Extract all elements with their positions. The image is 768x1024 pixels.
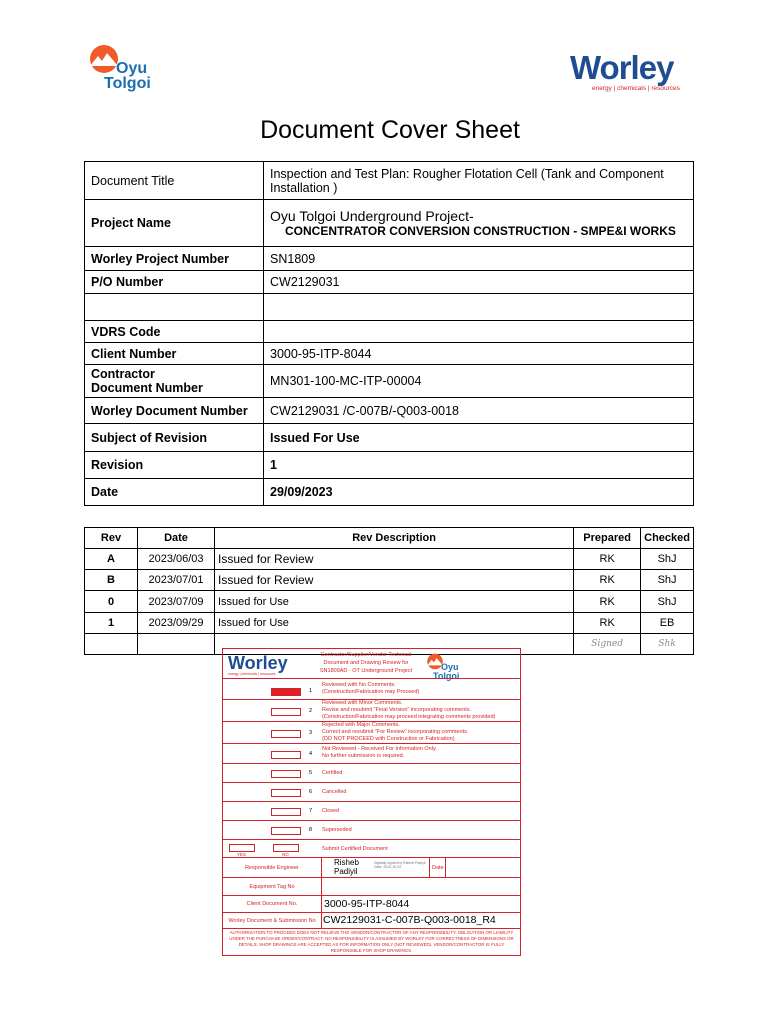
- prepared-signature: Signed: [574, 634, 641, 655]
- prepared-cell: RK: [574, 591, 641, 613]
- date-cell: 2023/09/29: [138, 613, 215, 634]
- checked-signature: Shk: [641, 634, 694, 655]
- document-title-value: Inspection and Test Plan: Rougher Flotation Cell (Tank and Component Installation ): [264, 162, 694, 200]
- worley-project-number-label: Worley Project Number: [85, 247, 264, 271]
- stamp-option-8: [223, 820, 520, 840]
- stamp-worley-text: Worley: [228, 653, 288, 673]
- oyu-logo-line2: Tolgoi: [104, 75, 151, 92]
- option-1-checkbox[interactable]: [271, 688, 301, 696]
- po-number-label: P/O Number: [85, 271, 264, 294]
- option-4-number: 4: [309, 751, 313, 757]
- option-3-line: Correct and resubmit "For Review" incorporating comments.: [322, 729, 469, 735]
- stamp-worley-logo: [228, 654, 288, 676]
- responsible-engineer-name: [334, 858, 359, 876]
- option-2-number: 2: [309, 708, 313, 714]
- prepared-cell: RK: [574, 613, 641, 634]
- rev-cell: A: [85, 549, 138, 570]
- option-8-text: Superseded: [322, 827, 352, 833]
- worley-submission-label: Worley Document & Submission No: [228, 918, 316, 924]
- stamp-option-5: [223, 763, 520, 783]
- date-label: Date: [85, 479, 264, 506]
- option-5-text: Certified: [322, 770, 343, 776]
- stamp-date-label: Date: [432, 865, 444, 871]
- client-number-value: 3000-95-ITP-8044: [264, 343, 694, 365]
- revision-label: Revision: [85, 452, 264, 479]
- option-7-checkbox[interactable]: [271, 808, 301, 816]
- option-8-number: 8: [309, 827, 313, 833]
- digital-signature: Digitally signed by Risheb Padiyil Date: 2023.10.04: [374, 861, 426, 869]
- option-8-checkbox[interactable]: [271, 827, 301, 835]
- review-stamp: [222, 648, 521, 956]
- yes-label: YES: [237, 852, 247, 857]
- table-row: [85, 549, 694, 570]
- worley-logo: [570, 49, 690, 92]
- submit-certified-text: Submit Certified Document: [322, 846, 388, 852]
- stamp-option-1: [223, 678, 520, 700]
- worley-project-number-value: SN1809: [264, 247, 694, 271]
- option-4-line: Not Reviewed - Received For Information Only.: [322, 746, 437, 752]
- empty-value-cell: [264, 294, 694, 321]
- option-5-number: 5: [309, 770, 313, 776]
- option-2-line: (Construction/Fabrication may proceed integrating comments provided): [322, 714, 496, 720]
- client-document-value: 3000-95-ITP-8044: [324, 898, 410, 910]
- empty-label-cell: [85, 294, 264, 321]
- contractor-document-number-label: [85, 365, 264, 398]
- stamp-worley-tagline: energy | chemicals | resources: [228, 672, 276, 676]
- option-1-line: (Construction/Fabrication may Proceed): [322, 689, 420, 695]
- option-2-line: Revise and resubmit "Final Version" incorporating comments.: [322, 707, 472, 713]
- option-3-number: 3: [309, 730, 313, 736]
- no-checkbox[interactable]: [273, 844, 299, 852]
- option-6-text: Cancelled: [322, 789, 347, 795]
- prepared-cell: RK: [574, 570, 641, 591]
- option-7-text: Closed: [322, 808, 340, 814]
- client-document-row: [223, 895, 520, 913]
- worley-submission-value: CW2129031-C-007B-Q003-0018_R4: [323, 914, 496, 926]
- table-row: [85, 613, 694, 634]
- option-3-text: [322, 722, 468, 743]
- client-number-label: Client Number: [85, 343, 264, 365]
- engineer-name-line1: Risheb: [334, 858, 359, 867]
- rev-cell: B: [85, 570, 138, 591]
- checked-cell: ShJ: [641, 549, 694, 570]
- yes-checkbox[interactable]: [229, 844, 255, 852]
- disclaimer-row: [223, 928, 520, 957]
- disclaimer-text: AUTHORISATION TO PROCEED DOES NOT RELIEVE THE VENDOR/CONTRACTOR OF ANY RESPONSIBILITY, OBLIGATION OR LIABILITY UNDER THE PURCHASE ORDER/CONTRACT. NO RESPONSIBILITY IS ASSUMED BY WORLEY FOR CORRECTNESS OF DIMENSIONS OR DETAILS. SHOP DRAWINGS ARE ACCEPTED AS FOR INFORMATION ONLY (NOT REVIEWED). VENDOR/CONTRACTOR IS FULLY RESPONSIBLE FOR SHOP DRAWINGS.: [229, 930, 514, 953]
- option-4-line: No further submission is required.: [322, 753, 405, 759]
- prepared-cell: RK: [574, 549, 641, 570]
- stamp-option-6: [223, 782, 520, 802]
- stamp-option-4: [223, 743, 520, 764]
- oyu-logo-line1: Oyu: [116, 60, 148, 77]
- description-cell: Issued for Review: [215, 549, 574, 570]
- contractor-document-number-value: MN301-100-MC-ITP-00004: [264, 365, 694, 398]
- rev-description-header: Rev Description: [215, 528, 574, 549]
- no-label: NO: [282, 852, 289, 857]
- stamp-submit-certified: [223, 839, 520, 858]
- document-title-label: Document Title: [85, 162, 264, 200]
- vdrs-code-label: VDRS Code: [85, 321, 264, 343]
- stamp-option-3: [223, 721, 520, 744]
- checked-cell: ShJ: [641, 570, 694, 591]
- rev-cell: 0: [85, 591, 138, 613]
- option-7-number: 7: [309, 808, 313, 814]
- date-value: 29/09/2023: [264, 479, 694, 506]
- contractor-label-line1: Contractor: [91, 367, 155, 381]
- date-cell: 2023/06/03: [138, 549, 215, 570]
- project-name-label: Project Name: [85, 200, 264, 247]
- option-1-line: Reviewed with No Comments.: [322, 682, 396, 688]
- option-3-checkbox[interactable]: [271, 730, 301, 738]
- option-2-checkbox[interactable]: [271, 708, 301, 716]
- equipment-tag-label: Equipment Tag No: [249, 884, 295, 890]
- option-2-text: [322, 700, 495, 721]
- stamp-option-2: [223, 699, 520, 722]
- stamp-oyu-line1: Oyu: [441, 662, 459, 672]
- worley-document-number-label: Worley Document Number: [85, 398, 264, 424]
- revision-value: 1: [264, 452, 694, 479]
- option-4-checkbox[interactable]: [271, 751, 301, 759]
- date-header: Date: [138, 528, 215, 549]
- option-6-checkbox[interactable]: [271, 789, 301, 797]
- option-4-text: [322, 746, 437, 760]
- prepared-header: Prepared: [574, 528, 641, 549]
- table-row: [85, 591, 694, 613]
- project-name-line1: Oyu Tolgoi Underground Project-: [270, 208, 474, 224]
- responsible-engineer-label: Responsible Engineer: [245, 865, 299, 871]
- option-3-line: (DO NOT PROCEED with Construction or Fabrication): [322, 736, 455, 742]
- po-number-value: CW2129031: [264, 271, 694, 294]
- document-info-table: [84, 161, 694, 506]
- rev-cell: 1: [85, 613, 138, 634]
- rev-header: Rev: [85, 528, 138, 549]
- option-2-line: Reviewed with Minor Comments.: [322, 700, 403, 706]
- worley-document-number-value: CW2129031 /C-007B/-Q003-0018: [264, 398, 694, 424]
- contractor-label-line2: Document Number: [91, 381, 203, 395]
- table-row: [85, 570, 694, 591]
- stamp-header-text: Contractor/Supplier/Vendor Technical Document and Drawing Review for SN1809AD - OT Underground Project: [319, 652, 413, 674]
- option-1-text: [322, 682, 419, 696]
- responsible-engineer-row: [223, 857, 520, 878]
- stamp-option-7: [223, 801, 520, 821]
- date-cell: 2023/07/09: [138, 591, 215, 613]
- client-document-label: Client Document No.: [246, 901, 298, 907]
- date-cell: [138, 634, 215, 655]
- checked-cell: ShJ: [641, 591, 694, 613]
- stamp-oyu-line2: Tolgoi: [433, 671, 460, 681]
- description-cell: Issued for Use: [215, 591, 574, 613]
- page-title: Document Cover Sheet: [260, 116, 520, 144]
- vdrs-code-value: [264, 321, 694, 343]
- engineer-name-line2: Padiyil: [334, 867, 358, 876]
- project-name-line2: CONCENTRATOR CONVERSION CONSTRUCTION - SMPE&I WORKS: [285, 224, 676, 238]
- checked-header: Checked: [641, 528, 694, 549]
- date-cell: 2023/07/01: [138, 570, 215, 591]
- revision-history-table: [84, 527, 694, 655]
- project-name-value: [264, 200, 694, 247]
- worley-submission-row: [223, 912, 520, 929]
- subject-of-revision-label: Subject of Revision: [85, 424, 264, 452]
- equipment-tag-row: [223, 877, 520, 896]
- checked-cell: EB: [641, 613, 694, 634]
- description-cell: Issued for Use: [215, 613, 574, 634]
- subject-of-revision-value: Issued For Use: [264, 424, 694, 452]
- oyu-tolgoi-logo: [86, 42, 156, 94]
- stamp-oyu-logo: [423, 652, 473, 680]
- worley-tagline: energy | chemicals | resources: [592, 85, 680, 92]
- description-cell: Issued for Review: [215, 570, 574, 591]
- option-3-line: Rejected with Major Comments.: [322, 722, 400, 728]
- option-5-checkbox[interactable]: [271, 770, 301, 778]
- rev-cell: [85, 634, 138, 655]
- worley-logo-text: Worley: [570, 49, 674, 86]
- option-6-number: 6: [309, 789, 313, 795]
- option-1-number: 1: [309, 688, 313, 694]
